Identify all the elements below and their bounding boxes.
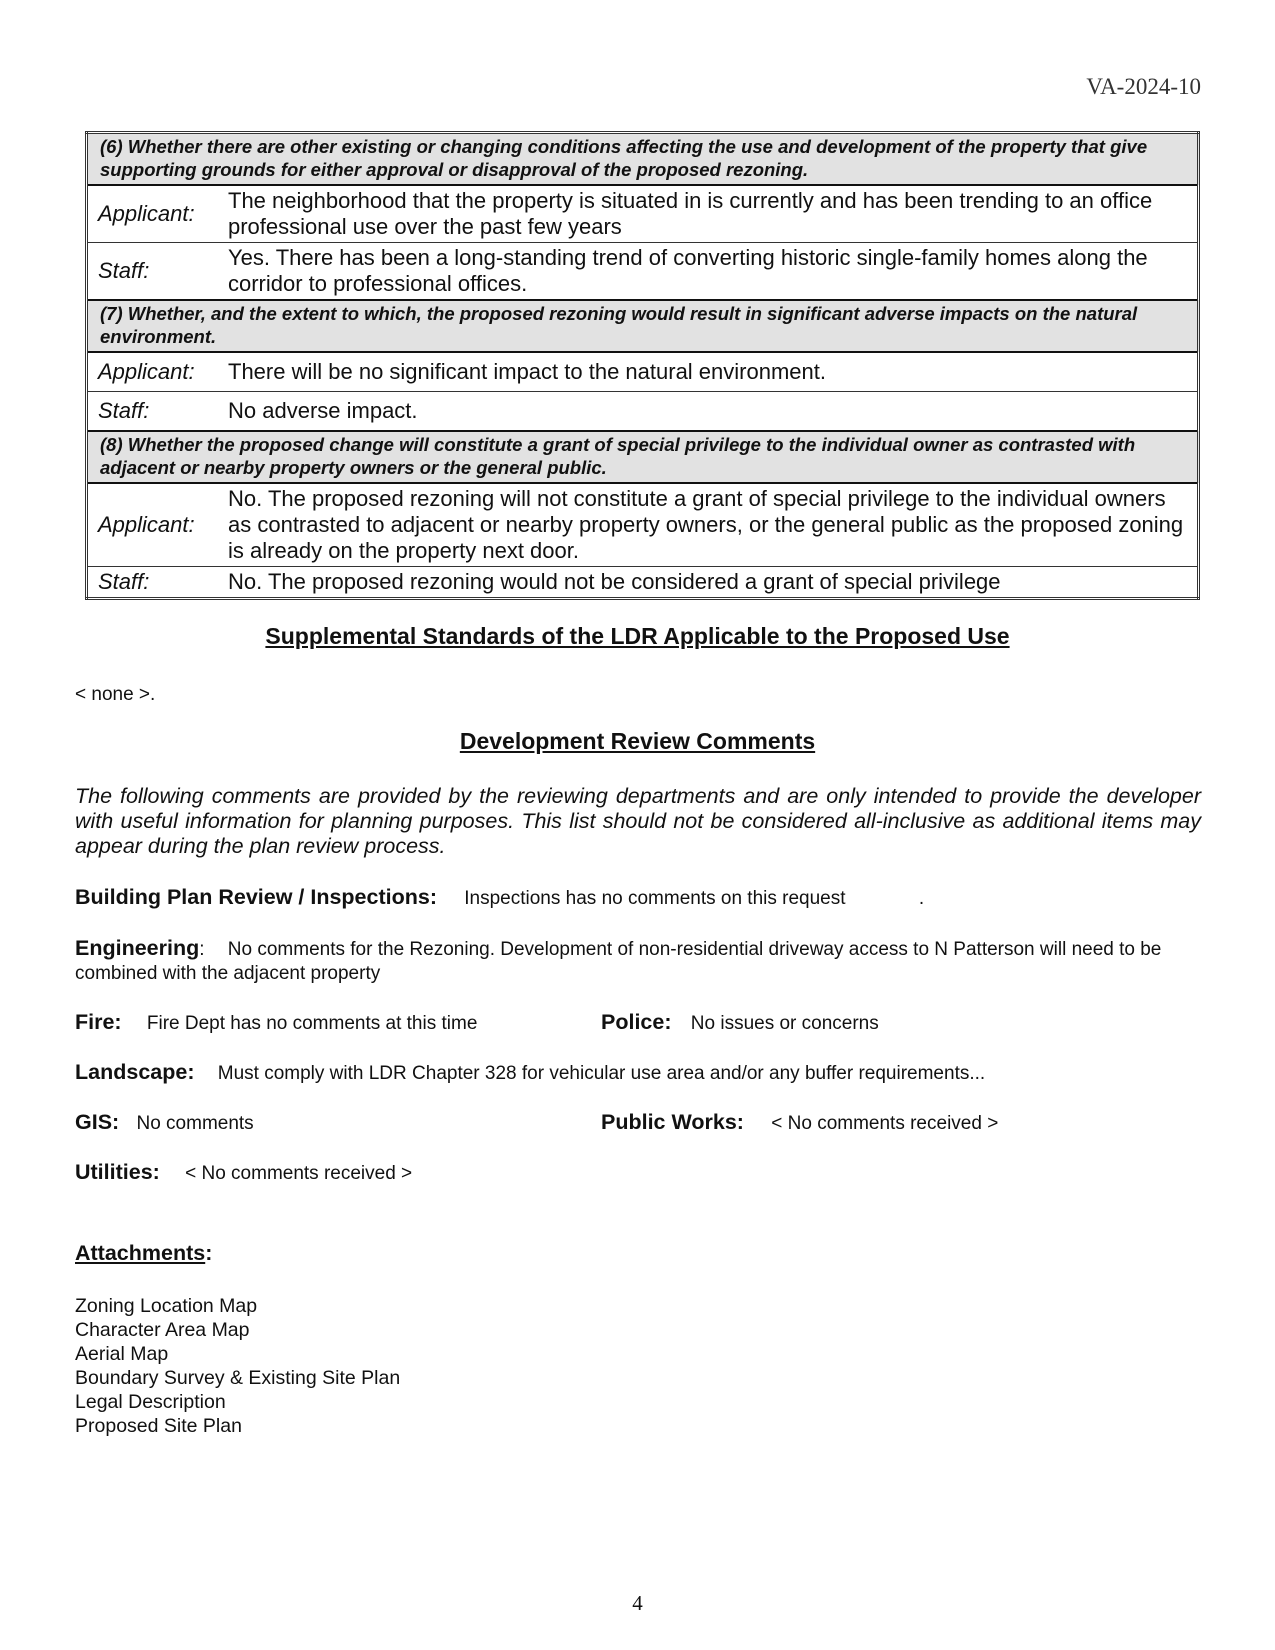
attachment-item: Legal Description	[75, 1391, 226, 1413]
staff-label: Staff:	[87, 567, 221, 599]
applicant-response-row	[87, 352, 1199, 392]
staff-response-row	[87, 567, 1199, 599]
applicant-label: Applicant:	[87, 483, 221, 567]
utilities-label: Utilities:	[75, 1160, 160, 1184]
attachments-heading-text: Attachments	[75, 1241, 206, 1265]
landscape-label: Landscape:	[75, 1060, 195, 1084]
criterion-question-row	[87, 300, 1199, 352]
criterion-question: (7) Whether, and the extent to which, the proposed rezoning would result in significant adverse impacts on the natural environment.	[87, 300, 1199, 352]
development-review-heading: Development Review Comments	[459, 728, 816, 754]
attachments-heading	[75, 1241, 212, 1266]
applicant-label: Applicant:	[87, 185, 221, 243]
staff-response: No adverse impact.	[220, 392, 1199, 432]
supplemental-none-note: < none >.	[75, 684, 156, 705]
engineering-colon: :	[199, 939, 205, 960]
attachment-item: Character Area Map	[75, 1319, 250, 1341]
landscape-comment	[75, 1060, 985, 1086]
rezoning-criteria-table	[85, 131, 1200, 600]
building-review-label: Building Plan Review / Inspections:	[75, 885, 437, 909]
fire-label: Fire:	[75, 1010, 122, 1034]
criterion-question-row	[87, 133, 1199, 186]
police-label: Police:	[601, 1010, 672, 1034]
applicant-label: Applicant:	[87, 352, 221, 392]
document-id: VA-2024-10	[1086, 74, 1201, 99]
applicant-response: There will be no significant impact to the natural environment.	[220, 352, 1199, 392]
supplemental-standards-heading: Supplemental Standards of the LDR Applicable to the Proposed Use	[265, 623, 1010, 649]
fire-comment	[75, 1010, 477, 1036]
criterion-question: (8) Whether the proposed change will constitute a grant of special privilege to the individual owner as contrasted with adjacent or nearby property owners or the general public.	[87, 431, 1199, 483]
public-works-text: < No comments received >	[771, 1113, 999, 1134]
criterion-question-row	[87, 431, 1199, 483]
police-comment	[601, 1010, 879, 1036]
attachments-list	[75, 1294, 400, 1438]
applicant-response-row	[87, 185, 1199, 243]
review-intro-paragraph: The following comments are provided by the reviewing departments and are only intended to provide the developer with useful information for planning purposes. This list should not be considered all-inclusive as additional items may appear during the plan review process.	[75, 784, 1201, 858]
police-text: No issues or concerns	[690, 1013, 879, 1034]
engineering-comment	[75, 936, 1203, 986]
staff-label: Staff:	[87, 392, 221, 432]
fire-text: Fire Dept has no comments at this time	[146, 1013, 478, 1034]
utilities-comment	[75, 1160, 412, 1186]
landscape-text: Must comply with LDR Chapter 328 for vehicular use area and/or any buffer requirements...	[217, 1063, 986, 1084]
gis-comment	[75, 1110, 254, 1136]
page-number: 4	[632, 1591, 643, 1615]
engineering-text: No comments for the Rezoning. Development of non-residential driveway access to N Patterson will need to be combined with the adjacent property	[75, 939, 1162, 984]
public-works-comment	[601, 1110, 998, 1136]
criterion-question: (6) Whether there are other existing or changing conditions affecting the use and development of the property that give supporting grounds for either approval or disapproval of the proposed rezoning.	[87, 133, 1199, 186]
staff-response: Yes. There has been a long-standing trend of converting historic single-family homes along the corridor to professional offices.	[220, 243, 1199, 301]
attachment-item: Zoning Location Map	[75, 1295, 258, 1317]
building-review-comment	[75, 885, 924, 911]
gis-text: No comments	[136, 1113, 254, 1134]
staff-label: Staff:	[87, 243, 221, 301]
utilities-text: < No comments received >	[185, 1163, 413, 1184]
staff-response: No. The proposed rezoning would not be considered a grant of special privilege	[220, 567, 1199, 599]
engineering-label: Engineering	[75, 936, 200, 960]
applicant-response-row	[87, 483, 1199, 567]
attachment-item: Aerial Map	[75, 1343, 169, 1365]
applicant-response: The neighborhood that the property is situated in is currently and has been trending to an office professional use over the past few years	[220, 185, 1199, 243]
attachment-item: Proposed Site Plan	[75, 1415, 242, 1437]
applicant-response: No. The proposed rezoning will not constitute a grant of special privilege to the individual owners as contrasted to adjacent or nearby property owners, or the general public as the proposed zoning is already on the property next door.	[220, 483, 1199, 567]
staff-response-row	[87, 243, 1199, 301]
building-review-trailing-period: .	[918, 888, 925, 909]
attachment-item: Boundary Survey & Existing Site Plan	[75, 1367, 401, 1389]
building-review-text: Inspections has no comments on this request	[464, 888, 846, 909]
public-works-label: Public Works:	[601, 1110, 744, 1134]
staff-response-row	[87, 392, 1199, 432]
attachments-heading-colon: :	[205, 1241, 213, 1265]
gis-label: GIS:	[75, 1110, 120, 1134]
